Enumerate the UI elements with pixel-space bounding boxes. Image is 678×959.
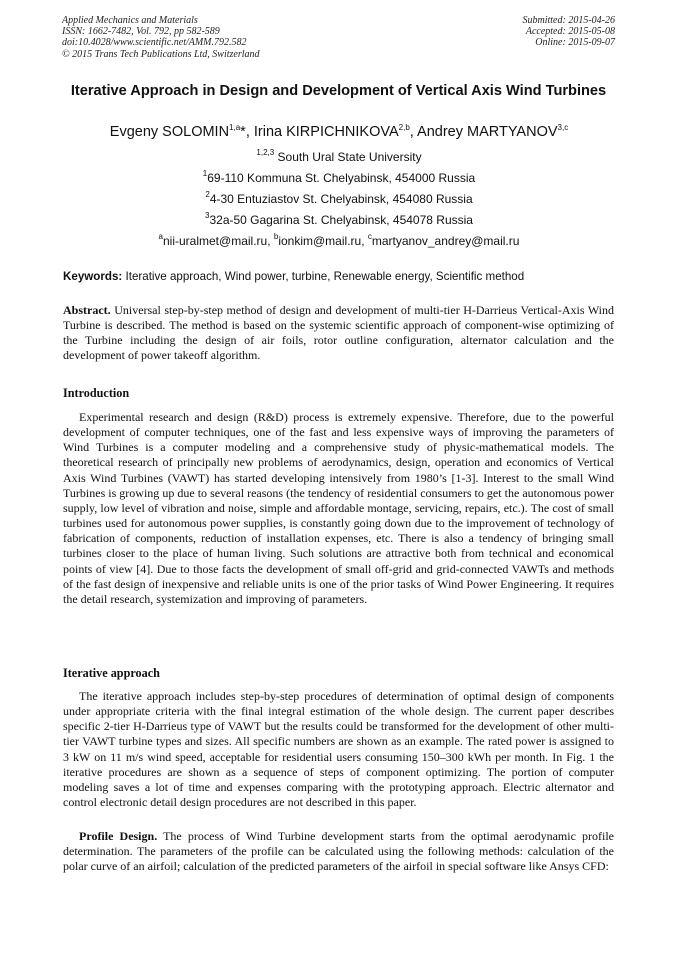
affil-text: 32a-50 Gagarina St. Chelyabinsk, 454078 Russia <box>209 213 473 227</box>
author-name: Irina KIRPICHNIKOVA <box>253 124 399 140</box>
submission-dates <box>523 15 616 49</box>
submitted-date: Submitted: 2015-04-26 <box>522 15 615 26</box>
journal-issn: ISSN: 1662-7482, Vol. 792, pp 582-589 <box>62 26 220 38</box>
author-sep: *, <box>240 124 254 140</box>
author-name: Evgeny SOLOMIN <box>109 124 230 140</box>
author-name: Andrey MARTYANOV <box>417 124 558 140</box>
author-sup: 3,c <box>557 123 569 132</box>
email-link[interactable]: martyanov_andrey@mail.ru <box>371 234 520 248</box>
email-link[interactable]: nii-uralmet@mail.ru, <box>163 234 274 248</box>
affil-text: 69-110 Kommuna St. Chelyabinsk, 454000 Russia <box>207 171 476 185</box>
profile-design-label: Profile Design. <box>79 829 158 843</box>
affil-sup: 1,2,3 <box>256 148 275 157</box>
affil-text: 4-30 Entuziastov St. Chelyabinsk, 454080 Russia <box>209 192 473 206</box>
section-heading-iterative-approach: Iterative approach <box>63 666 160 680</box>
author-emails <box>40 234 638 248</box>
author-sep: , <box>409 124 418 140</box>
email-sup: c <box>367 232 372 241</box>
affil-sup: 3 <box>205 211 210 220</box>
keywords-text: Iterative approach, Wind power, turbine, Renewable energy, Scientific method <box>122 270 525 283</box>
email-sup: b <box>273 232 279 241</box>
keywords <box>63 270 623 283</box>
introduction-paragraph: Experimental research and design (R&D) process is extremely expensive. Therefore, due to the powerful development of computer techniques, one of the fast and less expensive ways of improving the parameters of Wind Turbines is a computer modeling and a comprehensive study of physic-mathematical models. The theoretical research of principally new problems of aerodynamics, design, operation and economics of Vertical Axis Wind Turbines (VAWT) has started developing intensively from 1980’s [1-3]. Interest to the small Wind Turbines is growing up due to several reasons (the tendency of residential consumers to get the autonomous power supply, low level of vibration and noise, simple and affordable montage, servicing, repairs, etc.). The cost of small turbines used for autonomous power supplies, is constantly going down due to the improvement of technology of fabrication of components, reduction of installation expenses, etc. There is also a tendency of bringing small turbines closer to the place of human living. Such solutions are attractive both from technical and economical points of view [4]. Due to those facts the development of small off-grid and grid-connected VAWTs and methods of the fast design of inexpensive and reliable units is one of the prior tasks of Wind Power Engineering. It requires the detail research, systemization and improving of parameters. <box>63 410 614 606</box>
online-date: Online: 2015-09-07 <box>535 37 615 49</box>
abstract <box>63 303 614 364</box>
paper-title: Iterative Approach in Design and Development of Vertical Axis Wind Turbines <box>70 83 607 99</box>
author-sup: 1,a <box>229 123 241 132</box>
affiliation-address-3 <box>40 213 638 227</box>
affil-text: South Ural State University <box>274 150 422 164</box>
affiliation-address-2 <box>40 192 638 206</box>
affil-sup: 2 <box>205 190 210 199</box>
profile-design-text: The process of Wind Turbine development starts from the optimal aerodynamic profile determination. The parameters of the profile can be calculated using the following methods: calculation of the polar curve of an airfoil; calculation of the predicted parameters of the airfoil in special software like Ansys CFD: <box>63 829 614 874</box>
journal-copyright: © 2015 Trans Tech Publications Ltd, Switzerland <box>62 48 260 60</box>
author-list <box>40 124 638 140</box>
accepted-date: Accepted: 2015-05-08 <box>525 26 615 38</box>
journal-name: Applied Mechanics and Materials <box>62 15 198 26</box>
abstract-text: Universal step-by-step method of design and development of multi-tier H-Darrieus Vertical-Axis Wind Turbine is described. The method is based on the systemic scientific approach of component-wise optimizing of the Turbine including the design of air foils, rotor outline configuration, alternator calculation and the development of power takeoff algorithm. <box>63 303 614 363</box>
abstract-label: Abstract. <box>63 303 111 317</box>
author-sup: 2,b <box>398 123 410 132</box>
journal-doi[interactable]: doi:10.4028/www.scientific.net/AMM.792.582 <box>62 37 247 49</box>
profile-design-paragraph <box>63 829 614 874</box>
journal-info <box>62 15 260 60</box>
email-sup: a <box>158 232 163 241</box>
email-link[interactable]: ionkim@mail.ru, <box>278 234 368 248</box>
affiliation-address-1 <box>40 171 638 185</box>
affiliation-university <box>40 150 638 164</box>
keywords-label: Keywords: <box>63 270 123 283</box>
iterative-paragraph: The iterative approach includes step-by-step procedures of determination of optimal design of components under appropriate criteria with the final integral estimation of the whole design. The current paper describes specific 2-tier H-Darrieus type of VAWT but the results could be transformed for the development of other multi-tier VAWT turbine types and sizes. All specific numbers are shown as an example. The rated power is assigned to 3 kW on 11 m/s wind speed, acceptable for residential users consuming 150–300 kWh per month. In Fig. 1 the iterative procedures are shown as a sequence of steps of component optimizing. The portion of computer modeling saves a lot of time and expenses comparing with the prototyping approach. Electric alternator and control electronic detail design procedures are not described in this paper. <box>63 689 614 810</box>
section-heading-introduction: Introduction <box>63 386 130 400</box>
affil-sup: 1 <box>202 169 208 178</box>
